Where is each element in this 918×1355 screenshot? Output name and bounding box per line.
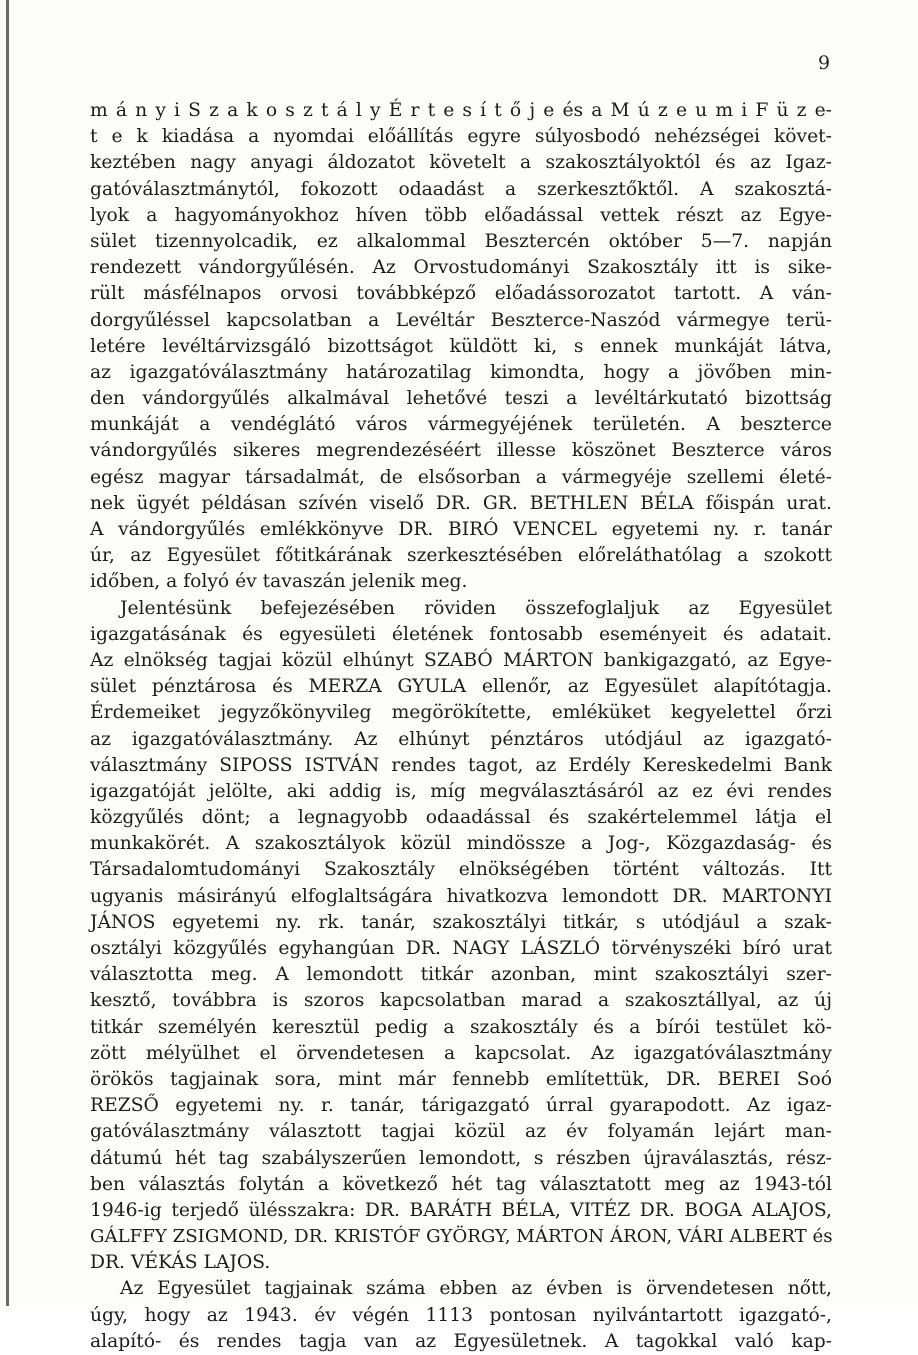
text-line: Az elnökség tagjai közül elhúnyt SZABÓ MÁRTON bankigazgató, az Egye- (90, 649, 832, 671)
text-line: JÁNOS egyetemi ny. rk. tanár, szakosztályi titkár, s utódjául a szak- (90, 911, 832, 933)
text-line: den vándorgyűlés alkalmával lehetővé teszi a levéltárkutató bizottság (90, 388, 832, 410)
text-line: REZSŐ egyetemi ny. r. tanár, tárigazgató úrral gyarapodott. Az igaz- (90, 1095, 832, 1117)
text-line: munkáját a vendéglátó város vármegyéjének területén. A beszterce (90, 414, 832, 436)
page-number: 9 (818, 52, 831, 74)
text-line: vándorgyűlés sikeres megrendezéséért illesse köszönet Beszterce város (90, 440, 832, 462)
text-line: kesztő, továbbra is szoros kapcsolatban marad a szakosztállyal, az új (90, 990, 832, 1012)
text-line: az igazgatóválasztmány. Az elhúnyt pénztáros utódjául az igazgató- (90, 728, 832, 750)
text-line: választotta meg. A lemondott titkár azonban, mint szakosztályi szer- (90, 964, 832, 986)
text-line: Jelentésünk befejezésében röviden összefoglaljuk az Egyesület (120, 597, 832, 619)
text-line: úr, az Egyesület főtitkárának szerkesztésében előreláthatólag a szokott (90, 545, 832, 567)
text-line: Társadalomtudományi Szakosztály elnökségében történt változás. Itt (90, 859, 832, 881)
text-line: t e k kiadása a nyomdai előállítás egyre súlyosbodó nehézségei követ- (90, 126, 832, 148)
text-line: ben választás folytán a következő hét tag választatott meg az 1943-tól (90, 1173, 832, 1195)
text-line: örökös tagjainak sora, mint már fennebb említettük, DR. BEREI Soó (90, 1068, 832, 1090)
text-line: letére levéltárvizsgáló bizottságot küldött ki, s ennek munkáját látva, (90, 335, 832, 357)
text-line: 1946-ig terjedő ülésszakra: DR. BARÁTH BÉLA, VITÉZ DR. BOGA ALAJOS, (90, 1199, 832, 1221)
text-line: m á n y i S z a k o s z t á l y É r t e s í t ő j e és a M ú z e u m i F ü z e- (90, 100, 832, 121)
text-line: igazgatásának és egyesületi életének fontosabb eseményeit és adatait. (90, 623, 832, 645)
text-line: titkár személyén keresztül pedig a szakosztály és a bírói testület kö- (90, 1016, 832, 1038)
text-line: úgy, hogy az 1943. év végén 1113 pontosan nyilvántartott igazgató-, (90, 1304, 832, 1326)
text-line: választmány SIPOSS ISTVÁN rendes tagot, az Erdély Kereskedelmi Bank (90, 754, 832, 776)
text-line: sület tizennyolcadik, ez alkalommal Besztercén október 5—7. napján (90, 230, 832, 252)
text-line: rendezett vándorgyűlésén. Az Orvostudományi Szakosztály itt is sike- (90, 257, 832, 279)
text-line: lyok a hagyományokhoz híven több előadással vettek részt az Egye- (90, 204, 832, 226)
text-line: zött mélyülhet el örvendetesen a kapcsolat. Az igazgatóválasztmány (90, 1042, 832, 1064)
text-line: gatóválasztmány választott tagjai közül az év folyamán lejárt man- (90, 1121, 832, 1143)
text-line: alapító- és rendes tagja van az Egyesületnek. A tagokkal való kap- (90, 1330, 832, 1352)
text-line: nek ügyét példásan szívén viselő DR. GR. BETHLEN BÉLA főispán urat. (90, 492, 832, 514)
text-line: dátumú hét tag szabályszerűen lemondott, s részben újraválasztás, rész- (90, 1147, 832, 1169)
text-line: dorgyűléssel kapcsolatban a Levéltár Beszterce-Naszód vármegye terü- (90, 309, 832, 331)
text-line: Az Egyesület tagjainak száma ebben az évben is örvendetesen nőtt, (120, 1278, 832, 1300)
text-line: DR. VÉKÁS LAJOS. (90, 1252, 271, 1274)
text-line: A vándorgyűlés emlékkönyve DR. BIRÓ VENCEL egyetemi ny. r. tanár (90, 519, 832, 540)
text-line: gatóválasztmánytól, fokozott odaadást a szerkesztőktől. A szakosztá- (90, 178, 832, 200)
scan-edge-line (6, 0, 9, 1306)
text-line: sület pénztárosa és MERZA GYULA ellenőr, az Egyesület alapítótagja. (90, 676, 832, 698)
text-line: osztályi közgyűlés egyhangúan DR. NAGY LÁSZLÓ törvényszéki bíró urat (90, 938, 832, 959)
body-text (90, 98, 832, 1355)
text-line: munkakörét. A szakosztályok közül mindössze a Jog-, Közgazdaság- és (90, 833, 832, 855)
text-line: egész magyar társadalmát, de elsősorban a vármegyéje szellemi életé- (90, 466, 832, 488)
text-line: keztében nagy anyagi áldozatot követelt a szakosztályoktól és az Igaz- (90, 152, 832, 174)
text-line: igazgatóját jelölte, aki addig is, míg megválasztásáról az ez évi rendes (90, 780, 832, 802)
text-line: GÁLFFY ZSIGMOND, DR. KRISTÓF GYÖRGY, MÁRTON ÁRON, VÁRI ALBERT és (90, 1226, 833, 1248)
text-line: közgyűlés dönt; a legnagyobb odaadással és szakértelemmel látja el (90, 807, 832, 829)
text-line: időben, a folyó év tavaszán jelenik meg. (90, 571, 468, 593)
text-line: rült másfélnapos orvosi továbbképző előadássorozatot tartott. A ván- (90, 283, 832, 305)
text-line: ugyanis másirányú elfoglaltságára hivatkozva lemondott DR. MARTONYI (90, 885, 832, 907)
text-line: az igazgatóválasztmány határozatilag kimondta, hogy a jövőben min- (90, 361, 832, 383)
text-line: Érdemeiket jegyzőkönyvileg megörökítette, emléküket kegyelettel őrzi (90, 702, 832, 724)
